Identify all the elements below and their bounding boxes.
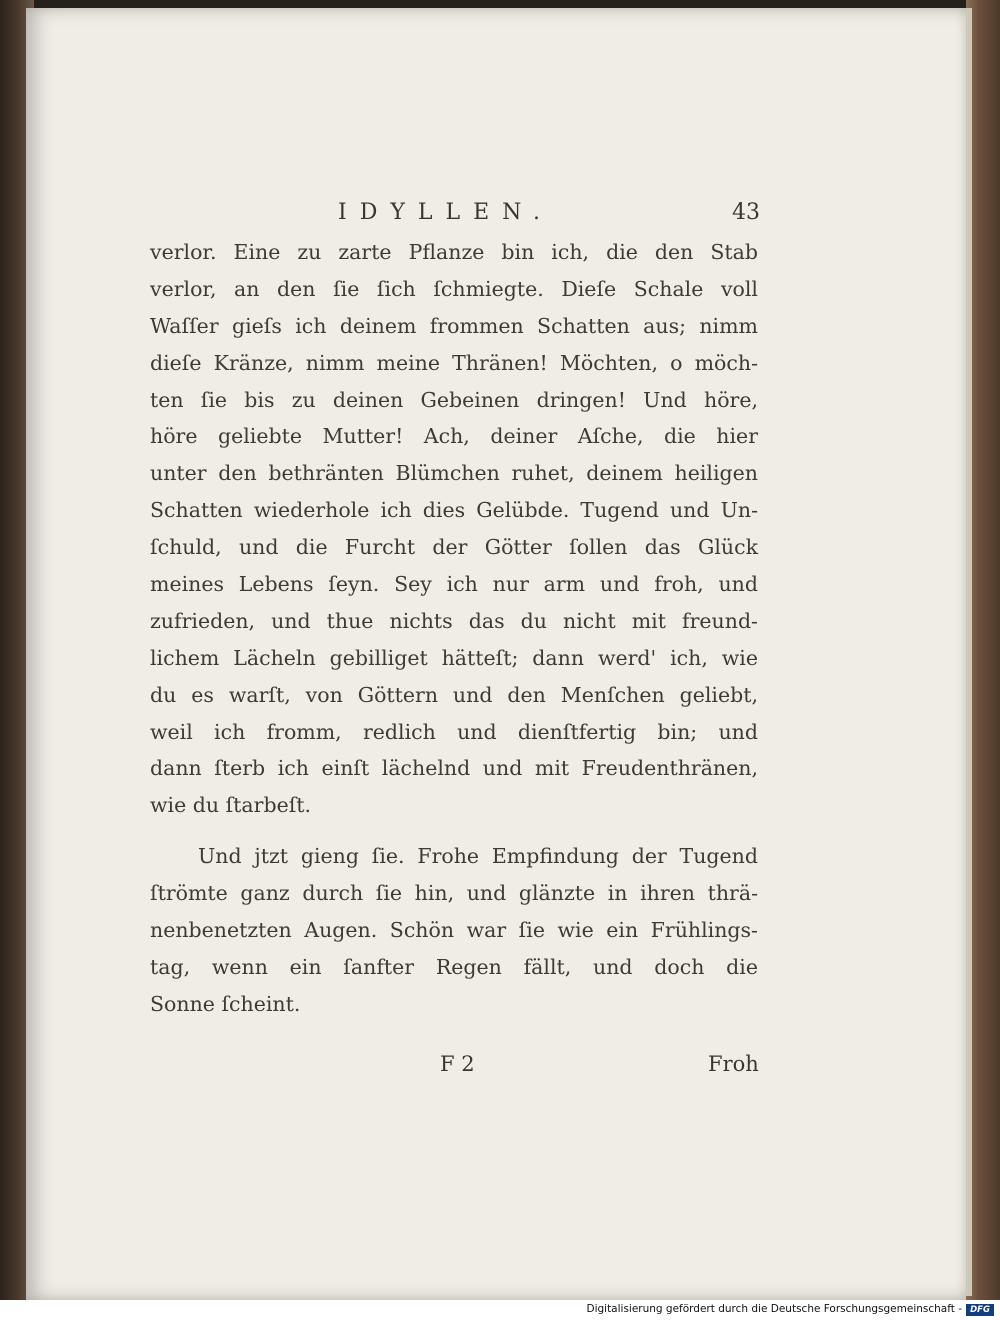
- text-line: Schatten wiederhole ich dies Gelübde. Tugend und Un-: [150, 498, 758, 523]
- text-line: Und jtzt gieng ſie. Frohe Empfindung der Tugend: [198, 844, 758, 869]
- catchword: Froh: [708, 1052, 759, 1076]
- page-header: [26, 196, 966, 236]
- book-page: [26, 8, 966, 1300]
- digitization-credit-bar: [0, 1300, 1000, 1320]
- text-line: ſchuld, und die Furcht der Götter ſollen das Glück: [150, 535, 758, 560]
- signature-mark: F 2: [440, 1052, 475, 1076]
- text-line: verlor. Eine zu zarte Pflanze bin ich, die den Stab: [150, 240, 758, 264]
- body-text: [150, 234, 758, 1023]
- running-title: IDYLLEN.: [338, 200, 553, 225]
- text-line: ten ſie bis zu deinen Gebeinen dringen! Und höre,: [150, 387, 758, 412]
- page-number: 43: [732, 200, 760, 225]
- text-line: dann ſterb ich einſt lächelnd und mit Freudenthränen,: [150, 756, 758, 781]
- text-line: höre geliebte Mutter! Ach, deiner Aſche, die hier: [150, 424, 758, 449]
- text-line: Sonne ſcheint.: [150, 991, 301, 1016]
- text-line: zufrieden, und thue nichts das du nicht mit freund-: [150, 608, 758, 633]
- text-line: nenbenetzten Augen. Schön war ſie wie ein Frühlings-: [150, 918, 758, 943]
- credit-text: Digitalisierung gefördert durch die Deutsche Forschungsgemeinschaft -: [586, 1303, 962, 1315]
- text-line: Waſſer gieſs ich deinem frommen Schatten aus; nimm: [150, 313, 758, 338]
- paragraph-2: [150, 838, 758, 1022]
- page-footer: [26, 1052, 966, 1088]
- text-line: meines Lebens ſeyn. Sey ich nur arm und froh, und: [150, 572, 758, 597]
- text-line: tag, wenn ein ſanfter Regen fällt, und doch die: [150, 954, 758, 979]
- paragraph-1: [150, 234, 758, 824]
- text-line: dieſe Kränze, nimm meine Thränen! Möchten, o möch-: [150, 350, 758, 375]
- text-line: verlor, an den ſie ſich ſchmiegte. Dieſe Schale voll: [150, 276, 758, 301]
- text-line: du es warſt, von Göttern und den Menſchen geliebt,: [150, 682, 758, 707]
- text-line: unter den bethränten Blümchen ruhet, deinem heiligen: [150, 461, 758, 486]
- text-line: lichem Lächeln gebilliget hätteſt; dann werd' ich, wie: [150, 645, 758, 670]
- paragraph-gap: [150, 824, 758, 838]
- text-line: ſtrömte ganz durch ſie hin, und glänzte in ihren thrä-: [150, 881, 758, 906]
- dfg-logo-icon: DFG: [966, 1304, 994, 1316]
- text-line: wie du ſtarbeſt.: [150, 793, 312, 818]
- text-line: weil ich fromm, redlich und dienſtfertig bin; und: [150, 719, 758, 744]
